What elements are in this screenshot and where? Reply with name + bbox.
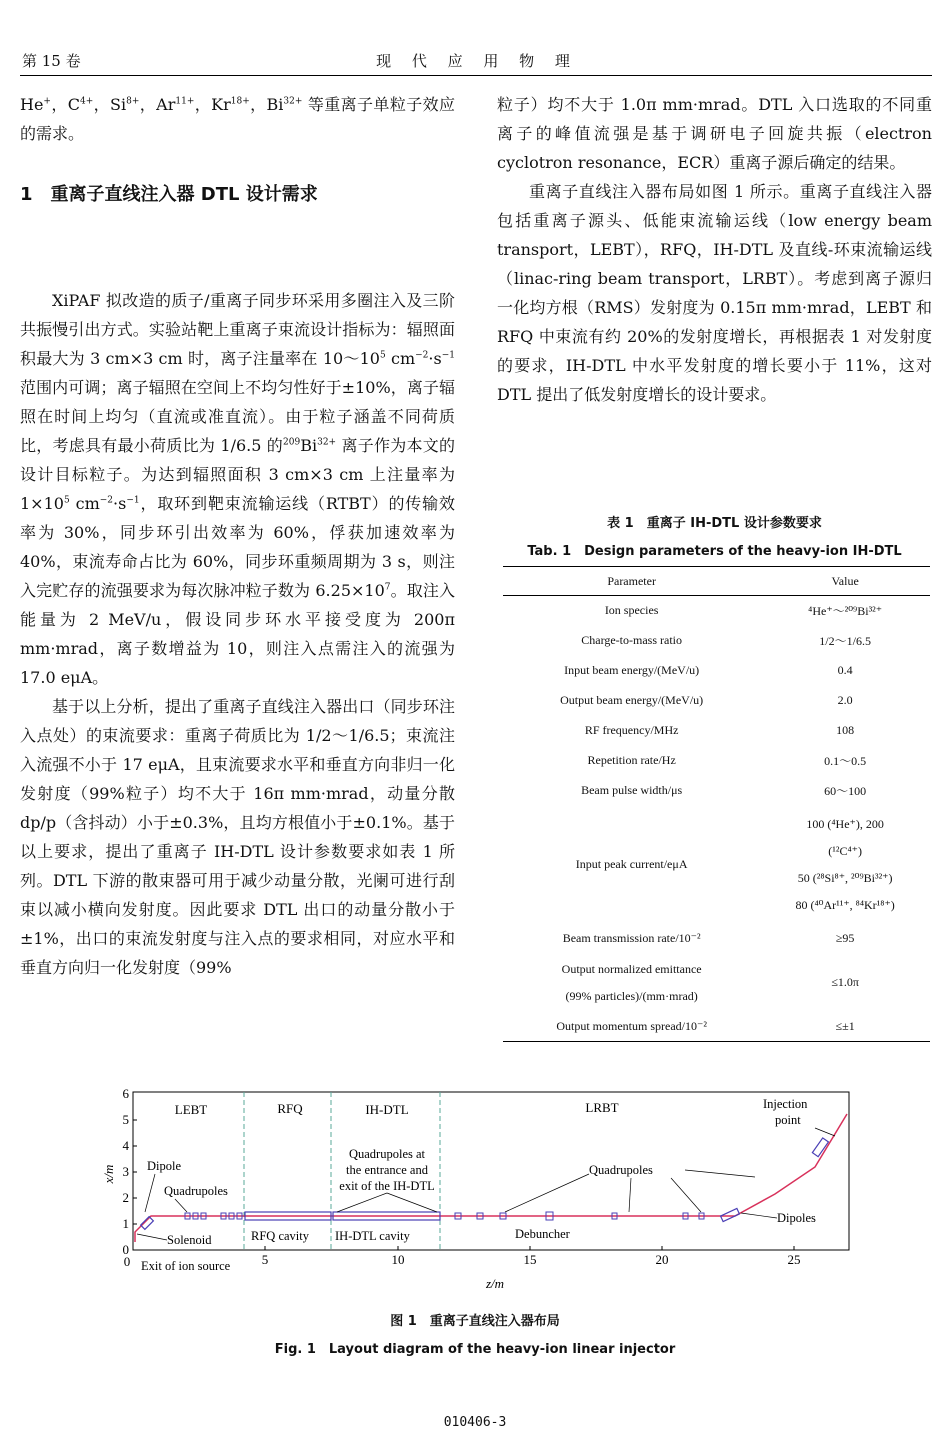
table-row: Repetition rate/Hz 0.1～0.5 — [587, 753, 867, 768]
label-quad-ihdtl: exit of the IH-DTL — [339, 1179, 435, 1193]
table-row: Ion species ⁴He⁺～²⁰⁹Bi³²⁺ — [604, 603, 883, 619]
x-axis-label: z/m — [485, 1276, 505, 1291]
table-row: Output normalized emittance (99% particles)/(mm·mrad) ≤1.0π — [561, 961, 859, 1003]
label-dipole: Dipole — [147, 1159, 182, 1173]
x-tick: 0 — [123, 1254, 131, 1269]
table-row: Input peak current/eμA 100 (⁴He⁺), 200 (¹²C⁴⁺) 50 (²⁸Si⁸⁺, ²⁰⁹Bi³²⁺) 80 (⁴⁰Ar¹¹⁺, ⁸⁴Kr¹⁸⁺) — [575, 816, 895, 912]
table-header-parameter: Parameter — [503, 567, 760, 596]
parameter-table — [503, 566, 930, 1042]
label-quad-ihdtl: the entrance and — [346, 1163, 428, 1177]
page-number: 010406-3 — [443, 1415, 507, 1430]
paragraph-beam-requirements: 基于以上分析，提出了重离子直线注入器出口（同步环注入点处）的束流要求：重离子荷质比为 1/2～1/6.5；束流注入流强不小于 17 eμA，且束流要求水平和垂直方向非归一化发射度（99%粒子）均不大于 16π mm·mrad，动量分散 dp/p（含抖动）小于±0.3%，且均方根值小于±0.1%。基于以上要求，提出了重离子 IH-DTL 设计参数要求如表 1 所列。DTL 下游的散束器可用于减少动量分散，光阑可进行刮束以减小横向发射度。因此要求 DTL 出口的动量分散小于±1%，出口的束流发射度与注入点的要求相同，对应水平和垂直方向归一化发射度（99% — [20, 697, 455, 977]
table-row: Output beam energy/(MeV/u) 2.0 — [560, 693, 853, 707]
table-row: Charge-to-mass ratio 1/2～1/6.5 — [581, 633, 871, 648]
figure-caption-en: Fig. 1 Layout diagram of the heavy-ion linear injector — [274, 1342, 676, 1357]
label-debuncher: Debuncher — [515, 1227, 570, 1241]
figure-caption-cn: 图 1 重离子直线注入器布局 — [390, 1314, 560, 1329]
y-tick: 2 — [122, 1190, 129, 1205]
y-tick: 0 — [122, 1242, 129, 1257]
label-rfq-cavity: RFQ cavity — [251, 1229, 309, 1243]
table-caption-en: Tab. 1 Design parameters of the heavy-ion IH-DTL — [527, 544, 902, 559]
label-quadrupoles-right: Quadrupoles — [589, 1163, 653, 1177]
y-tick: 1 — [122, 1216, 129, 1231]
label-solenoid: Solenoid — [167, 1233, 212, 1247]
paragraph-design-targets: XiPAF 拟改造的质子/重离子同步环采用多圈注入及三阶共振慢引出方式。实验站靶上重离子束流设计指标为：辐照面积最大为 3 cm×3 cm 时，离子注量率在 $10\sim 10^5$ $cm^{-2}\cdot s^{-1}$范围内可调；离子辐照在空间上不均匀性好于±10%，离子辐照在时间上均匀（直流或准直流）。由于粒子涵盖不同荷质比，考虑具有最小荷质比为 1/6.5 的$^{209}Bi^{32+}$ 离子作为本文的设计目标粒子。为达到辐照面积 3 cm×3 cm 上注量率为 $1\times 10^5$ $cm^{-2}\cdot s^{-1}$，取环到靶束流输运线（RTBT）的传输效率为 30%，同步环引出效率为 60%，俘获加速效率为 40%，束流寿命占比为 60%，同步环重频周期为 3 s，则注入完贮存的流强要求为每次脉冲粒子数为 $6.25\times 10^7$。取注入能量为 2 MeV/u，假设同步环水平接受度为 200π mm·mrad，离子数增益为 10，则注入点需注入的流强为 17.0 eμA。 — [20, 291, 455, 687]
x-tick: 20 — [655, 1252, 669, 1267]
label-quadrupoles-left: Quadrupoles — [164, 1184, 228, 1198]
running-header — [22, 50, 932, 76]
y-tick: 4 — [122, 1138, 129, 1153]
y-axis-label: x/m — [101, 1164, 116, 1184]
x-tick: 15 — [523, 1252, 537, 1267]
table-row: RF frequency/MHz 108 — [584, 723, 855, 737]
beam-trajectory — [135, 1114, 847, 1242]
paragraph-ion-list: He+，$C^{4+}$，$Si^{8+}$，$Ar^{11+}$，$Kr^{18+}$，$Bi^{32+}$ 等重离子单粒子效应的需求。 — [20, 95, 455, 143]
label-exit-source: Exit of ion source — [141, 1259, 231, 1273]
y-tick: 6 — [122, 1086, 129, 1101]
right-column — [497, 90, 932, 409]
table-row: Output momentum spread/10⁻² ≤±1 — [503, 1012, 930, 1042]
label-injection: Injection — [763, 1097, 808, 1111]
volume-label: 第 15 卷 — [22, 52, 81, 70]
header-rule — [20, 75, 932, 76]
x-tick: 5 — [261, 1252, 269, 1267]
paragraph-peak-current: 粒子）均不大于 1.0π mm·mrad。DTL 入口选取的不同重离子的峰值流强是基于调研电子回旋共振（electron cyclotron resonance，ECR）重离子源后确定的结果。 — [497, 95, 932, 172]
y-tick: 5 — [122, 1112, 129, 1127]
journal-name: 现 代 应 用 物 理 — [376, 52, 578, 70]
x-tick: 25 — [787, 1252, 801, 1267]
label-dipoles: Dipoles — [777, 1211, 816, 1225]
label-injection: point — [775, 1113, 801, 1127]
table-header-value: Value — [760, 567, 930, 596]
table-row: Beam transmission rate/10⁻² ≥95 — [562, 931, 855, 945]
label-ihdtl-cavity: IH-DTL cavity — [335, 1229, 410, 1243]
table-row: Input beam energy/(MeV/u) 0.4 — [564, 663, 853, 677]
label-quad-ihdtl: Quadrupoles at — [348, 1147, 426, 1161]
layout-figure — [101, 1082, 855, 1292]
table-row: Beam pulse width/μs 60～100 — [581, 783, 867, 798]
paragraph-injector-layout: 重离子直线注入器布局如图 1 所示。重离子直线注入器包括重离子源头、低能束流输运线（low energy beam transport，LEBT），RFQ，IH-DTL 及直线-环束流输运线（linac-ring beam transport，LRBT）。考虑到离子源归一化均方根（RMS）发射度为 0.15π mm·mrad，LEBT 和 RFQ 中束流有约 20%的发射度增长，再根据表 1 对发射度的要求，IH-DTL 中水平发射度的增长要小于 11%，这对 DTL 提出了低发射度增长的设计要求。 — [497, 182, 932, 404]
left-column — [20, 90, 455, 982]
section-rfq: RFQ — [277, 1101, 303, 1116]
section-lrbt: LRBT — [585, 1100, 619, 1115]
table-caption-cn: 表 1 重离子 IH-DTL 设计参数要求 — [607, 516, 822, 531]
section-heading: 1 重离子直线注入器 DTL 设计需求 — [20, 184, 318, 205]
y-tick: 3 — [122, 1164, 129, 1179]
x-tick: 10 — [391, 1252, 405, 1267]
section-lebt: LEBT — [174, 1102, 208, 1117]
section-ihdtl: IH-DTL — [365, 1102, 409, 1117]
